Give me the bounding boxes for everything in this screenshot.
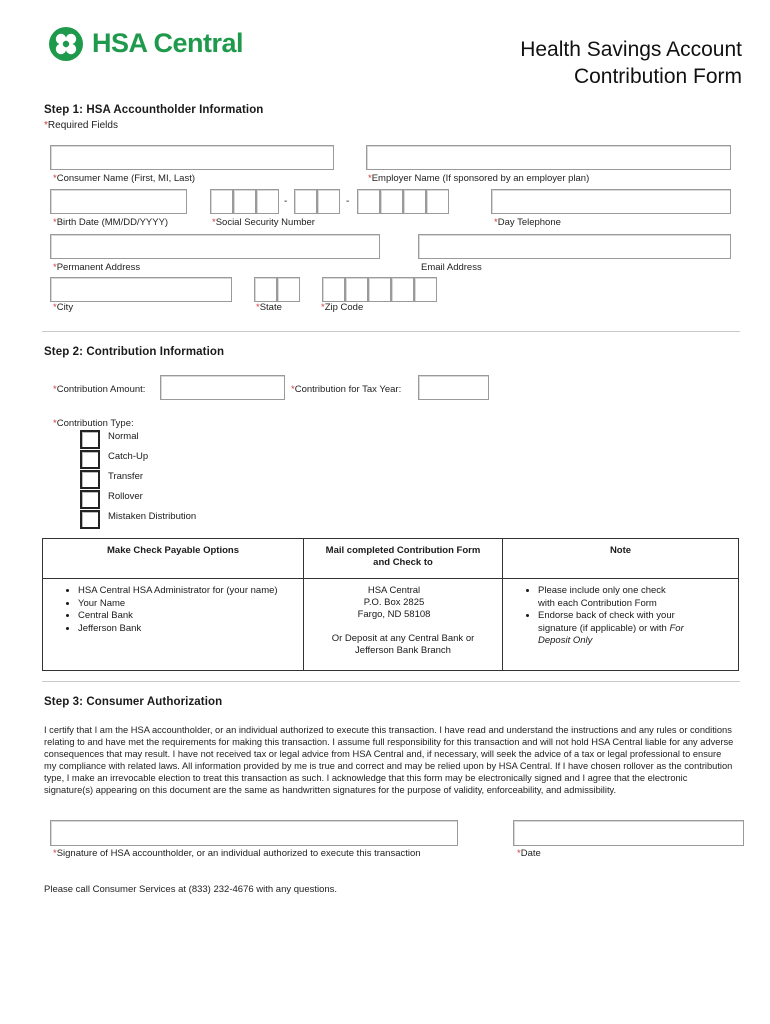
ssn-label: *Social Security Number — [212, 217, 315, 228]
step1-heading: Step 1: HSA Accountholder Information — [44, 104, 264, 116]
ssn-digit-box[interactable] — [357, 189, 380, 214]
deposit-line2: Jefferson Bank Branch — [355, 645, 451, 656]
checkbox-normal[interactable] — [80, 430, 100, 449]
ssn-dash: - — [284, 196, 288, 207]
ssn-digit-box[interactable] — [426, 189, 449, 214]
signature-label: *Signature of HSA accountholder, or an individual authorized to execute this transaction — [53, 848, 421, 859]
employer-name-field[interactable] — [366, 145, 731, 170]
consumer-name-label: *Consumer Name (First, MI, Last) — [53, 173, 196, 184]
zip-digit-box[interactable] — [322, 277, 345, 302]
birth-date-label: *Birth Date (MM/DD/YYYY) — [53, 217, 169, 228]
col-note-header: Note — [503, 539, 739, 579]
mail-header-line2: and Check to — [373, 557, 433, 568]
ssn-digit-box[interactable] — [380, 189, 403, 214]
state-label: *State — [256, 302, 282, 313]
checkbox-rollover[interactable] — [80, 490, 100, 509]
zip-digit-box[interactable] — [368, 277, 391, 302]
mail-to-cell — [304, 579, 503, 671]
city-label: *City — [53, 302, 74, 313]
date-label: *Date — [517, 848, 541, 859]
divider — [42, 681, 740, 682]
list-item: • HSA Central HSA Administrator for (your name) — [78, 585, 302, 598]
permanent-address-field[interactable] — [50, 234, 380, 259]
city-field[interactable] — [50, 277, 232, 302]
payment-options-table — [42, 538, 739, 671]
zip-digit-box[interactable] — [345, 277, 368, 302]
checkbox-mistaken-distribution[interactable] — [80, 510, 100, 529]
day-telephone-field[interactable] — [491, 189, 731, 214]
day-telephone-label: *Day Telephone — [494, 217, 561, 228]
col-payable-header: Make Check Payable Options — [43, 539, 304, 579]
list-item: • Central Bank — [78, 610, 302, 623]
list-item: • Please include only one check with each Contribution Form — [538, 585, 737, 610]
zip-digit-box[interactable] — [414, 277, 437, 302]
email-label: Email Address — [421, 262, 482, 273]
date-field[interactable] — [513, 820, 744, 846]
tax-year-label: *Contribution for Tax Year: — [291, 384, 402, 395]
type-transfer-label: Transfer — [108, 471, 144, 482]
birth-date-field[interactable] — [50, 189, 187, 214]
list-item: • Jefferson Bank — [78, 623, 302, 636]
employer-name-label: *Employer Name (If sponsored by an employer plan) — [368, 173, 590, 184]
form-title-line2: Contribution Form — [573, 65, 742, 88]
table-row — [43, 579, 739, 671]
type-mistaken-distribution-label: Mistaken Distribution — [108, 511, 197, 522]
type-normal-label: Normal — [108, 431, 139, 442]
mail-header-line1: Mail completed Contribution Form — [325, 545, 481, 556]
authorization-paragraph: I certify that I am the HSA accountholder, or an individual authorized to execute this transaction. I have read and understand the instructions and any rules or conditions relating to and have met the requirements for making this transaction. I assume full responsibility for this transaction and will not hold HSA Central liable for any adverse consequences that may result. I have not received tax or legal advice from HSA Central and, if necessary, will seek the advice of a tax or legal professional to ensure my compliance with related laws. All information provided by me is true and correct and may be relied upon by HSA Central. If I have chosen rollover as the contribution type, I make an irrevocable election to treat this transaction as such. I acknowledge that this form may be electronically signed and I agree that the electronic signature(s) appearing on this document are the same as handwritten signatures for the purpose of validity, enforceability, and admissibility. — [44, 725, 734, 795]
contribution-amount-label: *Contribution Amount: — [53, 384, 146, 395]
contribution-type-label: *Contribution Type: — [53, 418, 134, 429]
note-cell — [503, 579, 739, 671]
type-rollover-label: Rollover — [108, 491, 143, 502]
checkbox-catch-up[interactable] — [80, 450, 100, 469]
divider — [42, 331, 740, 332]
contribution-amount-field[interactable] — [160, 375, 285, 400]
ssn-dash: - — [346, 196, 350, 207]
contact-note: Please call Consumer Services at (833) 232-4676 with any questions. — [44, 884, 338, 895]
checkbox-transfer[interactable] — [80, 470, 100, 489]
ssn-digit-box[interactable] — [294, 189, 317, 214]
mail-line: P.O. Box 2825 — [363, 597, 425, 608]
logo — [48, 26, 248, 66]
state-letter-box[interactable] — [254, 277, 277, 302]
tax-year-field[interactable] — [418, 375, 489, 400]
mail-line: Fargo, ND 58108 — [357, 609, 431, 620]
ssn-digit-box[interactable] — [317, 189, 340, 214]
step3-heading: Step 3: Consumer Authorization — [44, 696, 223, 708]
ssn-digit-box[interactable] — [256, 189, 279, 214]
list-item: • Your Name — [78, 598, 302, 611]
zip-digit-box[interactable] — [391, 277, 414, 302]
ssn-digit-box[interactable] — [233, 189, 256, 214]
zip-label: *Zip Code — [321, 302, 364, 313]
col-mail-header — [304, 539, 503, 579]
list-item: • Endorse back of check with your signature (if applicable) or with For Deposit Only — [538, 610, 737, 648]
required-note: *Required Fields — [44, 120, 118, 131]
deposit-line1: Or Deposit at any Central Bank or — [331, 633, 475, 644]
permanent-address-label: *Permanent Address — [53, 262, 141, 273]
form-title-line1: Health Savings Account — [520, 38, 742, 61]
form-title — [520, 36, 742, 90]
type-catch-up-label: Catch-Up — [108, 451, 149, 462]
ssn-digit-box[interactable] — [210, 189, 233, 214]
payable-options-cell — [43, 579, 304, 671]
consumer-name-field[interactable] — [50, 145, 334, 170]
table-header-row — [43, 539, 739, 579]
step2-heading: Step 2: Contribution Information — [44, 346, 225, 358]
clover-logo-icon — [48, 26, 84, 62]
ssn-digit-box[interactable] — [403, 189, 426, 214]
state-letter-box[interactable] — [277, 277, 300, 302]
brand-name: HSA Central — [92, 28, 244, 58]
signature-field[interactable] — [50, 820, 458, 846]
mail-line: HSA Central — [367, 585, 421, 596]
email-field[interactable] — [418, 234, 731, 259]
